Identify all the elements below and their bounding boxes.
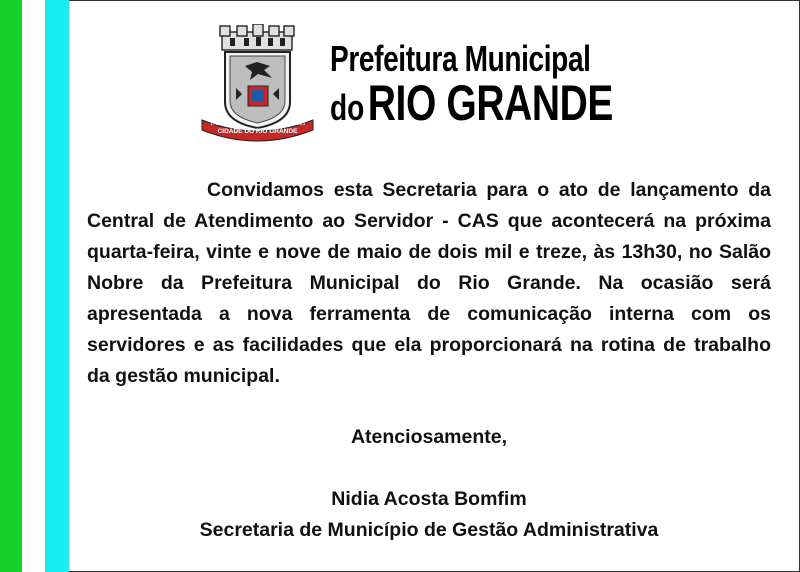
title-line-1: Prefeitura Municipal <box>330 38 591 79</box>
page-title <box>330 40 613 139</box>
city-crest-logo <box>200 24 315 142</box>
crest-ribbon-text: CIDADE DO RIO GRANDE <box>217 128 298 135</box>
title-city: RIO GRANDE <box>367 75 614 131</box>
letter-paragraph: Convidamos esta Secretaria para o ato de lançamento da Central de Atendimento ao Servidor - CAS que acontecerá na próxima quarta-feira, vinte e nove de maio de dois mil e treze, às 13h30, no Salão Nobre da Prefeitura Municipal do Rio Grande. Na ocasião será apresentada a nova ferramenta de comunicação interna com os servidores e as facilidades que ela proporcionará na rotina de trabalho da gestão municipal. <box>87 179 771 387</box>
title-line-2 <box>330 75 614 139</box>
closing-salutation: Atenciosamente, <box>350 426 508 448</box>
white-stripe <box>22 0 45 572</box>
signer-title: Secretaria de Município de Gestão Administrativa <box>199 519 659 541</box>
green-stripe <box>0 0 22 572</box>
signer-name: Nidia Acosta Bomfim <box>331 488 527 510</box>
letter-paragraph-block <box>87 175 771 392</box>
crest-year-right: 1835 <box>294 121 306 127</box>
cyan-stripe <box>45 0 69 572</box>
title-prefix: do <box>330 87 365 128</box>
crest-year-left: 1737 <box>210 121 222 127</box>
